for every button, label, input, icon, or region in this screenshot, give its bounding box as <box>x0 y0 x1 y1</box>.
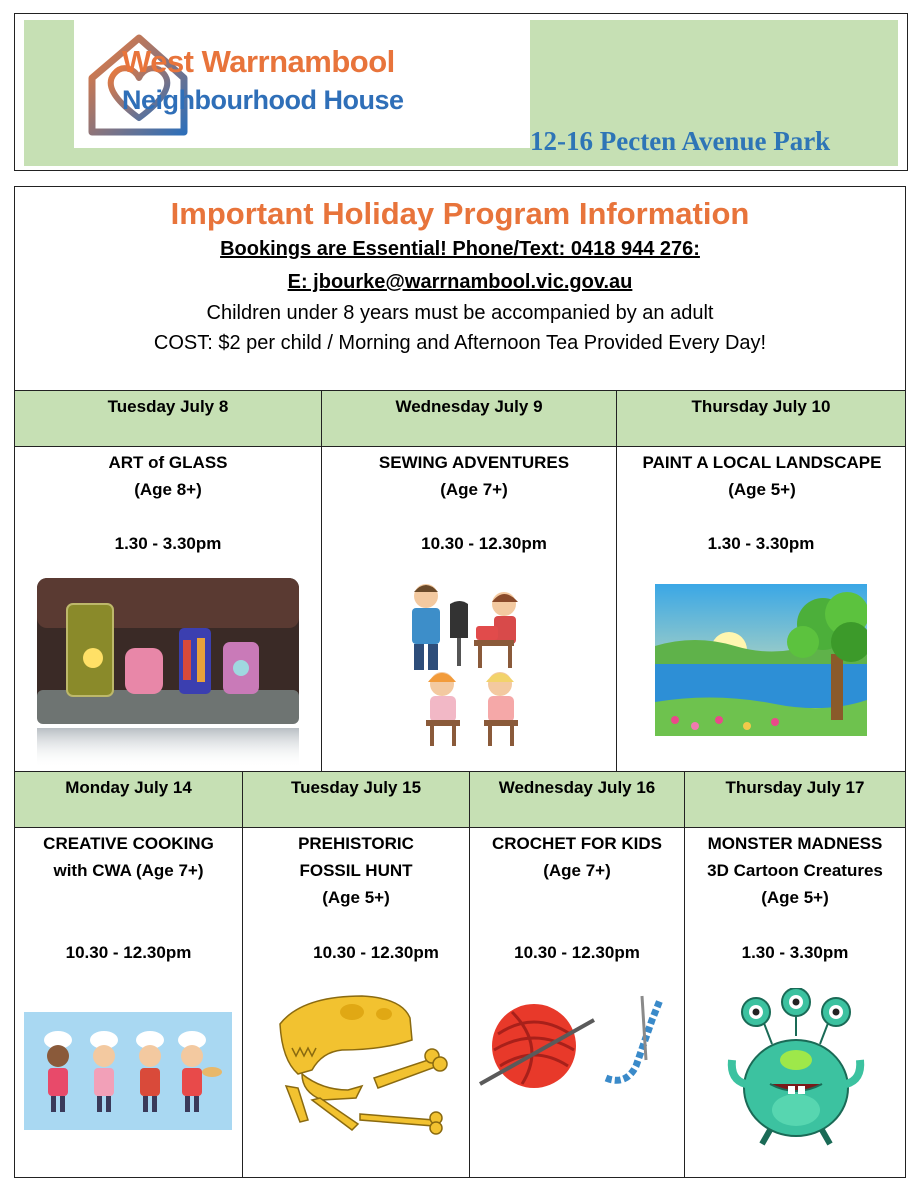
org-name-line2: Neighbourhood House <box>122 85 404 115</box>
cost-line: COST: $2 per child / Morning and Afternoon Tea Provided Every Day! <box>153 332 767 354</box>
monster-image <box>726 988 866 1148</box>
activity-title <box>685 830 905 911</box>
activity-name: ART of GLASS <box>108 453 228 472</box>
logo <box>74 20 530 148</box>
org-name-line1: West Warrnambool <box>122 44 395 79</box>
day-wednesday-july-16: Wednesday July 16 <box>498 778 656 797</box>
day-thursday-july-17: Thursday July 17 <box>725 778 865 797</box>
day-monday-july-14: Monday July 14 <box>65 778 192 797</box>
children-notice: Children under 8 years must be accompanied by an adult <box>206 302 714 324</box>
bookings-text: Bookings are Essential! Phone/Text: 0418 944 276: <box>220 238 700 260</box>
bookings-line <box>15 238 905 261</box>
activity-time: 1.30 - 3.30pm <box>114 534 222 553</box>
sewing-image <box>404 580 534 750</box>
activity-name-line2: 3D Cartoon Creatures <box>707 861 883 880</box>
landscape-image <box>655 584 867 736</box>
activity-title <box>617 449 907 503</box>
email-link[interactable]: E: jbourke@warrnambool.vic.gov.au <box>287 271 633 293</box>
activity-name: CROCHET FOR KIDS <box>492 834 662 853</box>
activity-name-line2: FOSSIL HUNT <box>299 861 413 880</box>
activity-name: MONSTER MADNESS <box>707 834 883 853</box>
activity-age: (Age 5+) <box>761 888 829 907</box>
activity-name-line2: with CWA (Age 7+) <box>53 861 204 880</box>
glass-jars-image <box>37 578 299 768</box>
fossil-image <box>262 990 462 1140</box>
activity-age: (Age 5+) <box>322 888 390 907</box>
activity-name: CREATIVE COOKING <box>43 834 214 853</box>
activity-age: (Age 5+) <box>728 480 796 499</box>
activity-age: (Age 7+) <box>440 480 508 499</box>
activity-time: 1.30 - 3.30pm <box>741 943 849 962</box>
day-tuesday-july-15: Tuesday July 15 <box>290 778 422 797</box>
day-wednesday-july-9: Wednesday July 9 <box>395 397 543 416</box>
activity-title <box>470 830 684 884</box>
address: 12-16 Pecten Avenue Park <box>530 126 831 156</box>
yarn-image <box>476 990 676 1100</box>
day-tuesday-july-8: Tuesday July 8 <box>107 397 229 416</box>
activity-time: 10.30 - 12.30pm <box>514 943 640 962</box>
activity-time: 1.30 - 3.30pm <box>707 534 815 553</box>
activity-title <box>15 830 242 884</box>
day-thursday-july-10: Thursday July 10 <box>691 397 831 416</box>
activity-name: PREHISTORIC <box>298 834 414 853</box>
activity-name: PAINT A LOCAL LANDSCAPE <box>642 453 882 472</box>
activity-name: SEWING ADVENTURES <box>378 453 570 472</box>
activity-title <box>243 830 469 911</box>
activity-time: 10.30 - 12.30pm <box>313 943 439 962</box>
chefs-image <box>24 1012 232 1130</box>
activity-time: 10.30 - 12.30pm <box>65 943 192 962</box>
activity-time: 10.30 - 12.30pm <box>421 534 547 553</box>
activity-title <box>322 449 626 503</box>
page-title: Important Holiday Program Information <box>170 196 750 231</box>
activity-age: (Age 8+) <box>134 480 202 499</box>
activity-age: (Age 7+) <box>543 861 611 880</box>
activity-title <box>15 449 321 503</box>
email-line <box>15 271 905 294</box>
